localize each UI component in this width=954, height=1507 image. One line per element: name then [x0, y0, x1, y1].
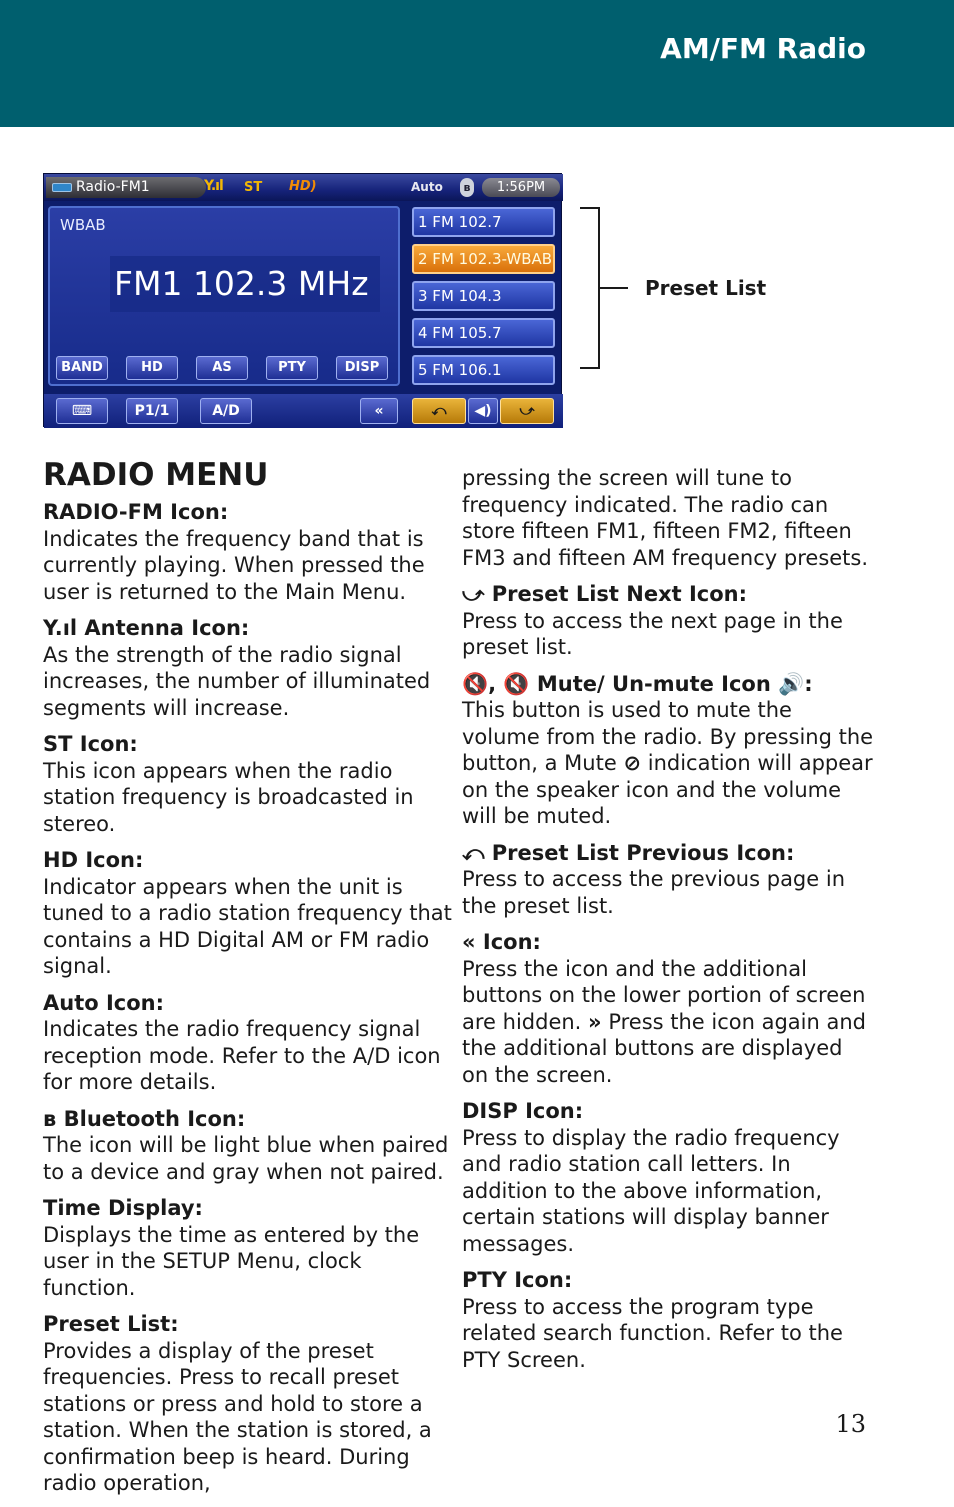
section-title: Auto Icon: [43, 990, 165, 1015]
section-antenna [43, 615, 453, 721]
frequency-panel[interactable] [48, 206, 400, 386]
section-preset-previous [462, 840, 874, 920]
mute-button[interactable]: ◀) [468, 398, 498, 424]
time-display: 1:56PM [482, 178, 560, 197]
section-title: Antenna Icon: [84, 616, 250, 640]
bluetooth-icon: ʙ [460, 178, 474, 197]
auto-icon: Auto [411, 180, 443, 194]
preset-next-button[interactable]: ⤻ [500, 398, 554, 424]
section-title: PTY Icon: [462, 1268, 573, 1292]
preset-previous-button[interactable]: ⤺ [412, 398, 466, 424]
section-title: Time Display: [43, 1196, 203, 1220]
section-disp [462, 1098, 874, 1257]
bluetooth-icon: ʙ [43, 1106, 57, 1131]
section-body: Press the icon and the additional buttons on the lower portion of screen are hidden. » Press the icon again and the additional buttons are displayed on the screen. [462, 956, 867, 1087]
section-body: Press to display the radio frequency and radio station call letters. In addition to the above information, certain stations will display banner messages. [462, 1125, 840, 1256]
section-body: Indicates the frequency band that is currently playing. When pressed the user is returned to the Main Menu. [43, 526, 425, 604]
call-letters: WBAB [60, 216, 106, 234]
section-body: Displays the time as entered by the user in the SETUP Menu, clock function. [43, 1222, 420, 1300]
right-column [462, 465, 874, 1383]
section-title: Preset List Next Icon: [491, 582, 748, 606]
mute-icon: 🔇, 🔇 [462, 671, 530, 696]
bottom-toolbar [44, 394, 563, 428]
section-hd [43, 847, 453, 980]
section-title: RADIO-FM Icon: [43, 500, 229, 524]
status-bar [44, 174, 563, 201]
preset-item[interactable]: 4 FM 105.7 [412, 318, 555, 348]
preset-list-callout: Preset List [645, 276, 767, 300]
preset-previous-icon: ⤺ [462, 840, 485, 865]
section-radio-fm [43, 499, 453, 605]
as-button[interactable]: AS [196, 356, 248, 380]
menu-heading: RADIO MENU [43, 457, 269, 493]
left-column [43, 455, 453, 1507]
section-title: HD Icon: [43, 848, 144, 872]
section-title: Bluetooth Icon: [63, 1106, 246, 1131]
collapse-icon: « [462, 930, 476, 954]
section-body: Press to access the program type related search function. Refer to the PTY Screen. [462, 1294, 843, 1372]
section-body: As the strength of the radio signal increases, the number of illuminated segments will increase. [43, 642, 431, 720]
hd-button[interactable]: HD [126, 356, 178, 380]
section-preset-next [462, 581, 874, 661]
st-icon: ST [244, 180, 263, 195]
preset-item[interactable]: 1 FM 102.7 [412, 207, 555, 237]
section-collapse [462, 929, 874, 1088]
section-body: Press to access the next page in the preset list. [462, 608, 843, 659]
page-number: 13 [835, 1410, 866, 1438]
section-mute [462, 671, 874, 830]
section-title: ST Icon: [43, 732, 138, 756]
antenna-icon: Y.ıl [43, 616, 78, 640]
pty-button[interactable]: PTY [266, 356, 318, 380]
callout-line [600, 287, 628, 289]
section-body: This icon appears when the radio station frequency is broadcasted in stereo. [43, 758, 414, 836]
preset-item-active[interactable]: 2 FM 102.3-WBAB [412, 244, 555, 274]
preset-item[interactable]: 5 FM 106.1 [412, 355, 555, 385]
expand-icon: » [588, 1009, 602, 1034]
page-header [0, 0, 954, 127]
radio-fm-button[interactable] [46, 177, 206, 198]
function-buttons [56, 356, 396, 380]
section-title: Mute/ Un-mute Icon 🔊: [536, 671, 813, 696]
section-body: Press to access the previous page in the preset list. [462, 867, 846, 918]
ad-button[interactable]: A/D [200, 398, 252, 424]
section-bluetooth [43, 1106, 453, 1186]
page-button[interactable]: P1/1 [126, 398, 178, 424]
section-title: Preset List Previous Icon: [491, 840, 795, 865]
collapse-button[interactable]: « [360, 398, 398, 424]
radio-icon [52, 183, 72, 192]
section-title: DISP Icon: [462, 1099, 584, 1123]
frequency-display: FM1 102.3 MHz [110, 256, 380, 312]
disp-button[interactable]: DISP [336, 356, 388, 380]
continuation-text: pressing the screen will tune to frequency indicated. The radio can store fifteen FM1, fifteen FM2, fifteen FM3 and fifteen AM frequency presets. [462, 466, 869, 570]
antenna-icon: Y.ıl [204, 178, 223, 194]
mute-indicator-icon: ⊘ [623, 751, 642, 775]
section-preset-list [43, 1311, 453, 1497]
section-body: The icon will be light blue when paired to a device and gray when not paired. [43, 1133, 449, 1184]
section-title: Preset List: [43, 1312, 179, 1336]
section-auto [43, 990, 453, 1096]
hd-icon: HD) [289, 179, 317, 194]
keyboard-button[interactable]: ⌨ [56, 398, 108, 424]
section-body: Indicates the radio frequency signal reception mode. Refer to the A/D icon for more details. [43, 1017, 441, 1094]
radio-screen-image [43, 173, 562, 427]
section-pty [462, 1267, 874, 1373]
section-body: Provides a display of the preset frequencies. Press to recall preset stations or press and hold to store a station. When the station is stored, a confirmation beep is heard. During radio operation, [43, 1338, 432, 1495]
section-body: This button is used to mute the volume from the radio. By pressing the button, a Mute ⊘ indication will appear on the speaker icon and the volume will be muted. [462, 698, 874, 828]
preset-list-bracket [580, 207, 600, 369]
section-title: Icon: [482, 930, 541, 954]
section-title: AM/FM Radio [660, 32, 866, 65]
section-time [43, 1195, 453, 1301]
source-label: Radio-FM1 [76, 179, 150, 195]
preset-next-icon: ⤻ [462, 582, 485, 606]
section-st [43, 731, 453, 837]
section-body: Indicator appears when the unit is tuned to a radio station frequency that contains a HD Digital AM or FM radio signal. [43, 874, 452, 978]
preset-item[interactable]: 3 FM 104.3 [412, 281, 555, 311]
band-button[interactable]: BAND [56, 356, 108, 380]
